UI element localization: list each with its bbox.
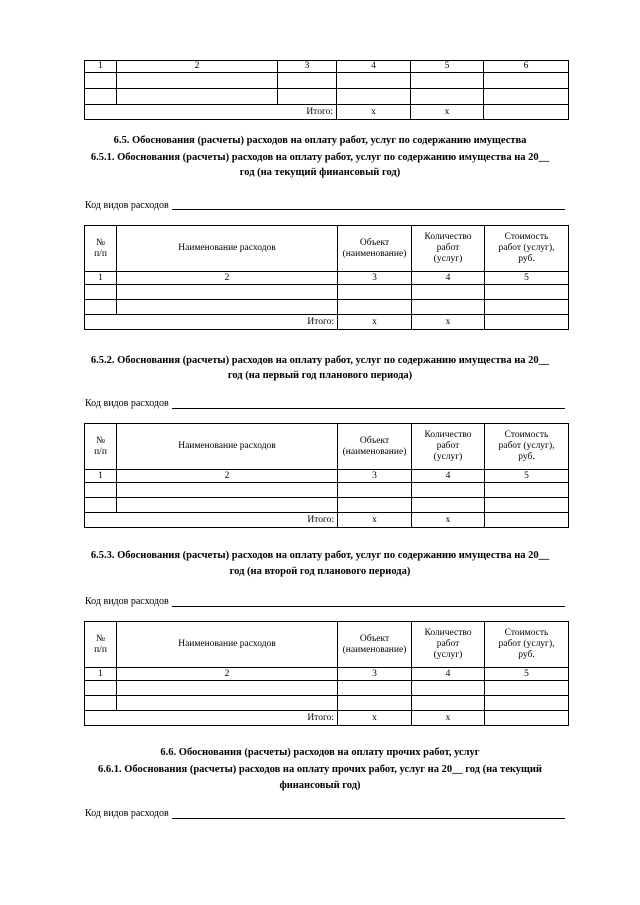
col-number: 1 bbox=[85, 668, 117, 681]
total-label: Итого: bbox=[85, 105, 337, 120]
header-object: Объект (наименование) bbox=[338, 424, 412, 470]
expense-table bbox=[84, 621, 569, 726]
kod-label: Код видов расходов bbox=[85, 398, 169, 409]
kod-input-line[interactable] bbox=[172, 818, 565, 819]
header-num: № п/п bbox=[85, 622, 117, 668]
section-6-5-title: 6.5. Обоснования (расчеты) расходов на оплату работ, услуг по содержанию имущества bbox=[113, 135, 527, 146]
header-num: № п/п bbox=[85, 424, 117, 470]
subsection-title: финансовый год) bbox=[279, 780, 361, 791]
subsection-title: 6.5.3. Обоснования (расчеты) расходов на оплату работ, услуг по содержанию имущества на 20__ bbox=[90, 550, 550, 561]
total-label: Итого: bbox=[85, 315, 338, 330]
header-cost: Стоимость работ (услуг), руб. bbox=[485, 226, 569, 272]
kod-input-line[interactable] bbox=[172, 606, 565, 607]
column-number-row bbox=[85, 470, 569, 483]
kod-label: Код видов расходов bbox=[85, 200, 169, 211]
header-quantity: Количество работ (услуг) bbox=[412, 622, 485, 668]
col-number: 1 bbox=[85, 61, 117, 73]
col-number: 3 bbox=[338, 272, 412, 285]
col-number: 3 bbox=[278, 61, 337, 73]
header-object: Объект (наименование) bbox=[338, 622, 412, 668]
header-name: Наименование расходов bbox=[117, 622, 338, 668]
table-row bbox=[85, 89, 569, 105]
table-header-row bbox=[85, 622, 569, 668]
total-label: Итого: bbox=[85, 513, 338, 528]
col-number: 5 bbox=[411, 61, 484, 73]
col-number: 5 bbox=[485, 272, 569, 285]
table-row bbox=[85, 73, 569, 89]
top-table-header-row bbox=[85, 61, 569, 73]
total-mark: x bbox=[412, 711, 485, 726]
kod-label: Код видов расходов bbox=[85, 808, 169, 819]
kod-label: Код видов расходов bbox=[85, 596, 169, 607]
subsection-title: 6.6.1. Обоснования (расчеты) расходов на оплату прочих работ, услуг на 20__ год (на текущий bbox=[98, 764, 542, 775]
column-number-row bbox=[85, 668, 569, 681]
header-cost: Стоимость работ (услуг), руб. bbox=[485, 622, 569, 668]
total-row bbox=[85, 315, 569, 330]
col-number: 2 bbox=[117, 668, 338, 681]
col-number: 3 bbox=[338, 470, 412, 483]
table-row bbox=[85, 300, 569, 315]
subsection-title: год (на первый год планового периода) bbox=[227, 370, 413, 381]
total-row bbox=[85, 105, 569, 120]
header-cost: Стоимость работ (услуг), руб. bbox=[485, 424, 569, 470]
kod-input-line[interactable] bbox=[172, 408, 565, 409]
header-quantity: Количество работ (услуг) bbox=[412, 226, 485, 272]
col-number: 5 bbox=[485, 668, 569, 681]
col-number: 2 bbox=[117, 272, 338, 285]
section-6-6-title: 6.6. Обоснования (расчеты) расходов на оплату прочих работ, услуг bbox=[160, 747, 480, 758]
table-row bbox=[85, 498, 569, 513]
col-number: 1 bbox=[85, 470, 117, 483]
subsection-title: год (на текущий финансовый год) bbox=[239, 167, 401, 178]
col-number: 4 bbox=[412, 272, 485, 285]
header-quantity: Количество работ (услуг) bbox=[412, 424, 485, 470]
expense-table bbox=[84, 225, 569, 330]
header-object: Объект (наименование) bbox=[338, 226, 412, 272]
col-number: 1 bbox=[85, 272, 117, 285]
col-number: 4 bbox=[337, 61, 411, 73]
expense-table bbox=[84, 423, 569, 528]
subsection-title: год (на второй год планового периода) bbox=[229, 566, 411, 577]
column-number-row bbox=[85, 272, 569, 285]
kod-input-line[interactable] bbox=[172, 209, 565, 210]
col-number: 5 bbox=[485, 470, 569, 483]
header-name: Наименование расходов bbox=[117, 424, 338, 470]
total-row bbox=[85, 513, 569, 528]
header-name: Наименование расходов bbox=[117, 226, 338, 272]
col-number: 2 bbox=[117, 61, 278, 73]
col-number: 3 bbox=[338, 668, 412, 681]
total-mark: x bbox=[412, 315, 485, 330]
table-row bbox=[85, 696, 569, 711]
col-number: 4 bbox=[412, 668, 485, 681]
total-label: Итого: bbox=[85, 711, 338, 726]
col-number: 2 bbox=[117, 470, 338, 483]
total-mark: x bbox=[337, 105, 411, 120]
col-number: 4 bbox=[412, 470, 485, 483]
subsection-title: 6.5.1. Обоснования (расчеты) расходов на оплату работ, услуг по содержанию имущества на 20__ bbox=[90, 152, 550, 163]
subsection-title: 6.5.2. Обоснования (расчеты) расходов на оплату работ, услуг по содержанию имущества на 20__ bbox=[90, 355, 550, 366]
top-table bbox=[84, 60, 569, 120]
total-mark: x bbox=[338, 513, 412, 528]
total-mark: x bbox=[412, 513, 485, 528]
total-mark: x bbox=[338, 711, 412, 726]
table-row bbox=[85, 483, 569, 498]
total-mark: x bbox=[338, 315, 412, 330]
table-row bbox=[85, 681, 569, 696]
total-mark: x bbox=[411, 105, 484, 120]
table-header-row bbox=[85, 226, 569, 272]
col-number: 6 bbox=[484, 61, 569, 73]
total-row bbox=[85, 711, 569, 726]
header-num: № п/п bbox=[85, 226, 117, 272]
table-row bbox=[85, 285, 569, 300]
table-header-row bbox=[85, 424, 569, 470]
